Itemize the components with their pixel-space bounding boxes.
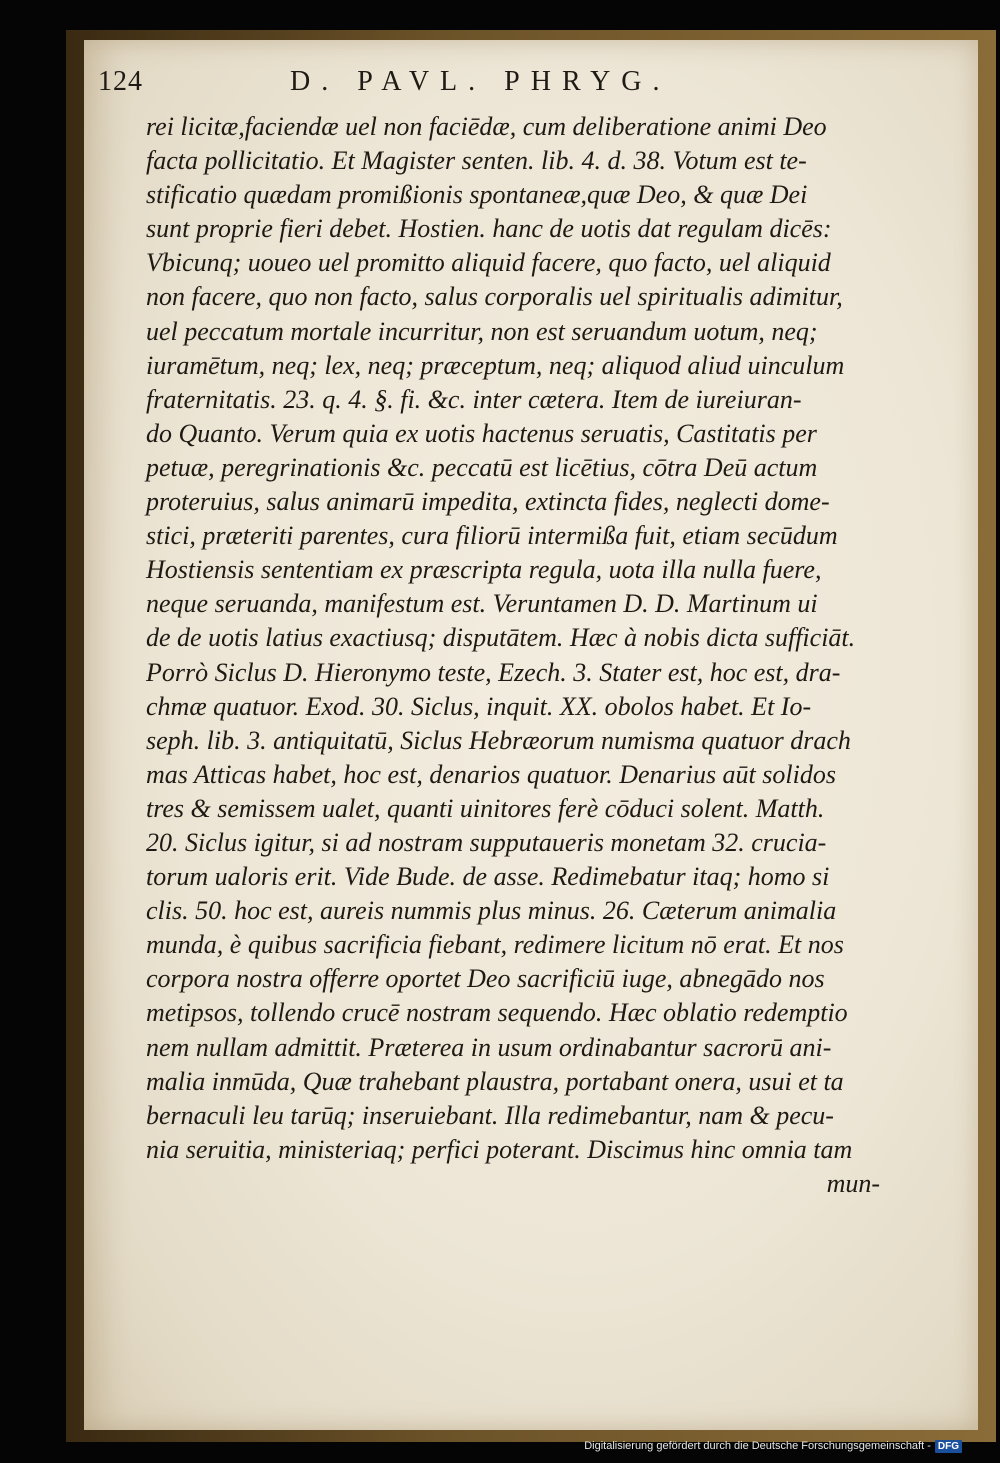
text-line: bernaculi leu tarūq; inseruiebant. Illa redimebantur, nam & pecu- — [146, 1100, 834, 1130]
text-line: metipsos, tollendo crucē nostram sequendo. Hæc oblatio redemptio — [146, 998, 848, 1028]
text-line: mas Atticas habet, hoc est, denarios quatuor. Denarius aūt solidos — [146, 759, 836, 789]
text-line: chmæ quatuor. Exod. 30. Siclus, inquit. XX. obolos habet. Et Io- — [146, 691, 812, 721]
dfg-logo: DFG — [935, 1440, 962, 1453]
text-line: facta pollicitatio. Et Magister senten. lib. 4. d. 38. Votum est te- — [146, 146, 807, 176]
body-text — [146, 110, 896, 1201]
text-line: neque seruanda, manifestum est. Veruntamen D. D. Martinum ui — [146, 589, 818, 619]
page-number: 124 — [98, 66, 143, 97]
text-line: do Quanto. Verum quia ex uotis hactenus seruatis, Castitatis per — [146, 418, 817, 448]
text-line: nem nullam admittit. Præterea in usum ordinabantur sacrorū ani- — [146, 1032, 832, 1062]
credit-text: Digitalisierung gefördert durch die Deutsche Forschungsgemeinschaft - — [584, 1440, 931, 1452]
catchword: mun- — [826, 1168, 880, 1198]
text-line: tres & semissem ualet, quanti uinitores ferè cōduci solent. Matth. — [146, 793, 825, 823]
text-line: fraternitatis. 23. q. 4. §. fi. &c. inter cætera. Item de iureiuran- — [146, 384, 802, 414]
text-line: iuramētum, neq; lex, neq; præceptum, neq; aliquod aliud uinculum — [146, 350, 845, 380]
text-line: munda, è quibus sacrificia fiebant, redimere licitum nō erat. Et nos — [146, 930, 844, 960]
text-line: clis. 50. hoc est, aureis nummis plus minus. 26. Cæterum animalia — [146, 896, 837, 926]
text-line: rei licitæ,faciendæ uel non faciēdæ, cum deliberatione animi Deo — [146, 112, 827, 141]
text-line: torum ualoris erit. Vide Bude. de asse. Redimebatur itaq; homo si — [146, 862, 830, 892]
running-head — [98, 66, 798, 106]
text-line: uel peccatum mortale incurritur, non est seruandum uotum, neq; — [146, 316, 818, 346]
text-line: sunt proprie fieri debet. Hostien. hanc de uotis dat regulam dicēs: — [146, 214, 832, 244]
running-title: D. PAVL. PHRYG. — [290, 66, 671, 97]
text-line: stici, præteriti parentes, cura filiorū intermißa fuit, etiam secūdum — [146, 521, 838, 551]
text-line: nia seruitia, ministeriaq; perfici poterant. Discimus hinc omnia tam — [146, 1134, 853, 1164]
text-line: corpora nostra offerre oportet Deo sacrificiū iuge, abnegādo nos — [146, 964, 825, 994]
text-line: Porrò Siclus D. Hieronymo teste, Ezech. 3. Stater est, hoc est, dra- — [146, 657, 841, 687]
text-line: petuæ, peregrinationis &c. peccatū est licētius, cōtra Deū actum — [146, 452, 818, 482]
text-line: malia inmūda, Quæ trahebant plaustra, portabant onera, usui et ta — [146, 1066, 844, 1096]
text-line: Hostiensis sententiam ex præscripta regula, uota illa nulla fuere, — [146, 555, 822, 585]
text-line: de de uotis latius exactiusq; disputātem. Hæc à nobis dicta sufficiāt. — [146, 623, 856, 653]
text-line: proteruius, salus animarū impedita, extincta fides, neglecti dome- — [146, 487, 830, 517]
text-line: 20. Siclus igitur, si ad nostram supputaueris monetam 32. crucia- — [146, 827, 827, 857]
text-line: stificatio quædam promißionis spontaneæ,quæ Deo, & quæ Dei — [146, 180, 808, 210]
text-line: seph. lib. 3. antiquitatū, Siclus Hebræorum numisma quatuor drach — [146, 725, 851, 755]
text-line: Vbicunq; uoueo uel promitto aliquid facere, quo facto, uel aliquid — [146, 248, 831, 278]
text-line: non facere, quo non facto, salus corporalis uel spiritualis adimitur, — [146, 282, 843, 312]
digitization-credit — [584, 1437, 962, 1455]
